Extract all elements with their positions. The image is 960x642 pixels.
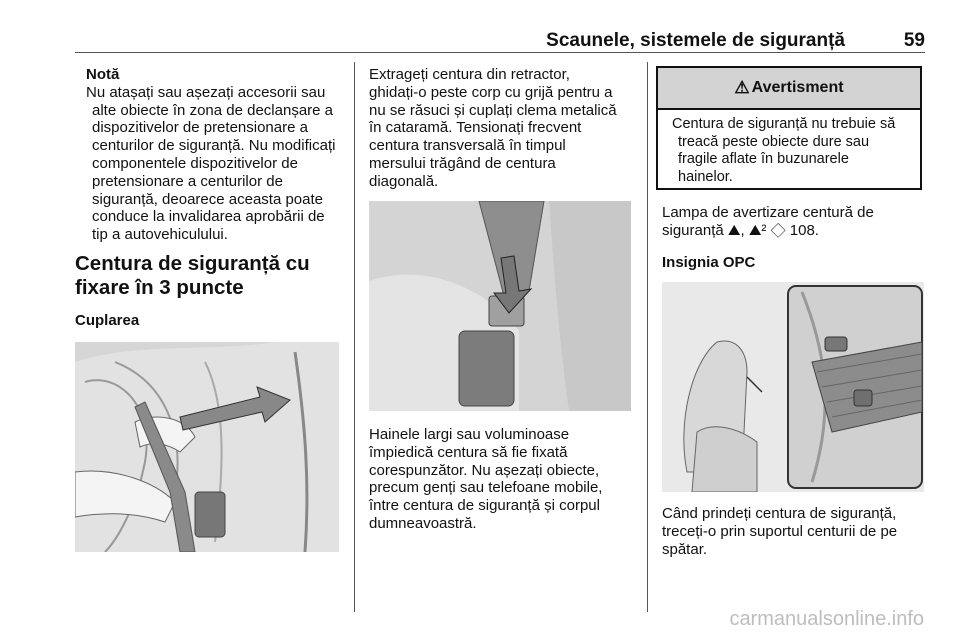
- column-1: [75, 66, 350, 330]
- warning-text: Centura de siguranță nu trebuie să treacă peste obiecte dure sau fragile aflate în buzunarele hainelor.: [672, 116, 896, 185]
- column-divider-2: [647, 62, 648, 612]
- header-divider: [75, 52, 925, 53]
- lamp-paragraph: Lampa de avertizare centură de siguranță ⛰, ⛰² ◇ 108.: [662, 204, 874, 239]
- section-title: Centura de siguranță cu fixare în 3 puncte: [75, 251, 310, 299]
- seatbelt-warning-icons: ⛰, ⛰²: [727, 221, 767, 239]
- paragraph-loose-clothing: Hainele largi sau voluminoase împiedică centura să fie fixată corespunzător. Nu așezați obiecte, precum genți sau telefoane mobile, între centura de siguranță și corpul dumneavoastră.: [369, 426, 603, 532]
- page-header: [75, 30, 925, 52]
- column-3-bottom: [662, 505, 924, 558]
- page-number: 59: [903, 30, 925, 51]
- subheading-cuplarea: Cuplarea: [75, 311, 140, 329]
- column-2-bottom: [369, 426, 639, 533]
- belt-buckling-illustration: [75, 342, 339, 552]
- opc-title: Insignia OPC: [662, 253, 756, 271]
- page-reference-link[interactable]: 108.: [789, 221, 819, 239]
- paragraph-belt-guide: Când prindeți centura de siguranță, treceți-o prin suportul centurii de pe spătar.: [662, 505, 898, 558]
- column-2: [369, 66, 639, 191]
- page-title: Scaunele, sistemele de siguranță: [546, 30, 845, 51]
- page-reference-icon: ◇: [770, 221, 786, 239]
- warning-triangle-icon: ⚠: [734, 78, 750, 97]
- opc-seat-illustration: [662, 282, 924, 492]
- note-title: Notă: [86, 66, 120, 83]
- warning-title: Avertisment: [751, 79, 844, 96]
- paragraph-extract-belt: Extrageți centura din retractor, ghidați-o peste corp cu grijă pentru a nu se răsuci și cuplați clema metalică în cataramă. Tensionați frecvent centura transversală în timpul mersului trăgând de centura diagonală.: [369, 66, 617, 190]
- note-text: Nu atașați sau așezați accesorii sau alte obiecte în zona de declanșare a dispozitivelor de pretensionare a centurilor de siguranță. Nu modificați componentele dispozitivelor de pretensionare a centurilor de siguranță, deoarece aceasta poate conduce la invalidarea aprobării de tip a autovehiculului.: [86, 83, 336, 244]
- belt-tongue-illustration: [369, 201, 631, 411]
- watermark: carmanualsonline.info: [729, 608, 924, 630]
- warning-header: [658, 68, 920, 110]
- warning-box: [656, 66, 922, 190]
- column-divider-1: [354, 62, 355, 612]
- column-3: [662, 204, 924, 271]
